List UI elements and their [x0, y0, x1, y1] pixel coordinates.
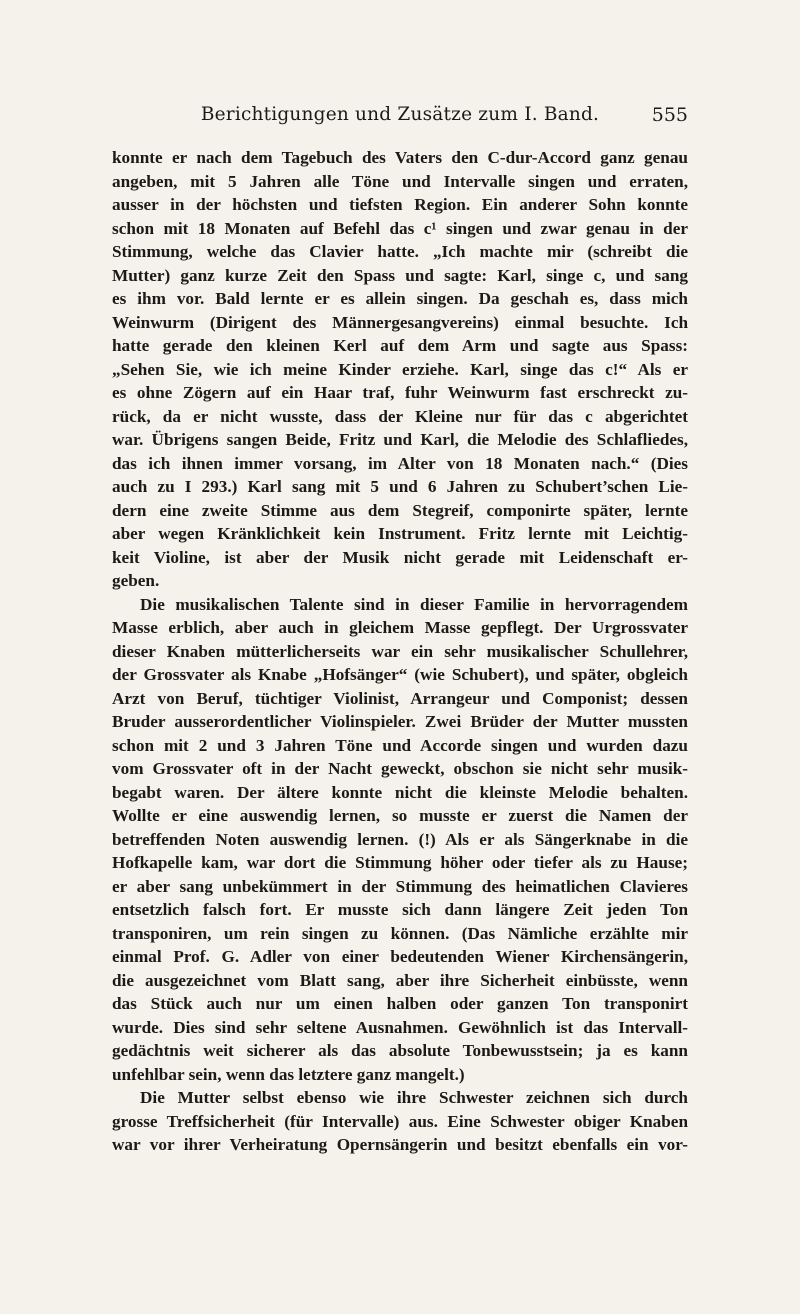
text-line: Die musikalischen Talente sind in dieser Familie in hervorragendem [140, 594, 688, 614]
text-line: ausser in der höchsten und tiefsten Region. Ein anderer Sohn konnte [112, 195, 688, 214]
text-line: betreffenden Noten auswendig lernen. (!) Als er als Sängerknabe in die [112, 829, 688, 849]
text-line: der Grossvater als Knabe „Hofsänger“ (wie Schubert), und später, obgleich [112, 665, 688, 684]
text-line: Mutter) ganz kurze Zeit den Spass und sagte: Karl, singe c, und sang [112, 265, 688, 285]
running-head [112, 104, 688, 134]
text-line: Stimmung, welche das Clavier hatte. „Ich machte mir (schreibt die [112, 242, 688, 261]
text-line: einmal Prof. G. Adler von einer bedeutenden Wiener Kirchensängerin, [112, 947, 688, 966]
text-line: hatte gerade den kleinen Kerl auf dem Arm und sagte aus Spass: [112, 336, 688, 355]
text-line: keit Violine, ist aber der Musik nicht gerade mit Leidenschaft er- [112, 547, 688, 567]
text-line: transponiren, um rein singen zu können. (Das Nämliche erzählte mir [112, 923, 688, 943]
text-line: Weinwurm (Dirigent des Männergesangvereins) einmal besuchte. Ich [112, 312, 688, 332]
text-line: dieser Knaben mütterlicherseits war ein sehr musikalischer Schullehrer, [112, 641, 688, 661]
text-line: begabt waren. Der ältere konnte nicht die kleinste Melodie behalten. [112, 782, 688, 802]
text-line: gedächtnis weit sicherer als das absolute Tonbewusstsein; ja es kann [112, 1041, 688, 1060]
page-number: 555 [651, 104, 688, 126]
text-line: es ohne Zögern auf ein Haar traf, fuhr Weinwurm fast erschreckt zu- [112, 383, 688, 402]
text-line: dern eine zweite Stimme aus dem Stegreif, componirte später, lernte [112, 500, 688, 520]
text-line: auch zu I 293.) Karl sang mit 5 und 6 Jahren zu Schubert’schen Lie- [112, 477, 688, 496]
text-line: Bruder ausserordentlicher Violinspieler. Zwei Brüder der Mutter mussten [112, 712, 688, 731]
text-line: angeben, mit 5 Jahren alle Töne und Intervalle singen und erraten, [112, 171, 688, 191]
text-line: grosse Treffsicherheit (für Intervalle) aus. Eine Schwester obiger Knaben [112, 1111, 688, 1131]
text-line: er aber sang unbekümmert in der Stimmung des heimatlichen Clavieres [112, 876, 688, 896]
text-line: „Sehen Sie, wie ich meine Kinder erziehe. Karl, singe das c!“ Als er [112, 359, 688, 379]
text-line: aber wegen Kränklichkeit kein Instrument. Fritz lernte mit Leichtig- [112, 524, 688, 543]
text-line: konnte er nach dem Tagebuch des Vaters den C-dur-Accord ganz genau [112, 148, 688, 167]
text-line: Wollte er eine auswendig lernen, so musste er zuerst die Namen der [112, 806, 688, 825]
text-line: es ihm vor. Bald lernte er es allein singen. Da geschah es, dass mich [112, 289, 688, 308]
text-line: rück, da er nicht wusste, dass der Kleine nur für das c abgerichtet [112, 406, 688, 426]
text-line: unfehlbar sein, wenn das letztere ganz mangelt.) [112, 1064, 465, 1084]
text-line: das Stück auch nur um einen halben oder ganzen Ton transponirt [112, 994, 688, 1013]
text-line: Die Mutter selbst ebenso wie ihre Schwester zeichnen sich durch [140, 1088, 688, 1107]
text-line: entsetzlich falsch fort. Er musste sich dann längere Zeit jeden Ton [112, 900, 688, 919]
text-line: Masse erblich, aber auch in gleichem Masse gepflegt. Der Urgrossvater [112, 618, 688, 637]
text-line: wurde. Dies sind sehr seltene Ausnahmen. Gewöhnlich ist das Intervall- [112, 1017, 688, 1037]
text-line: Arzt von Beruf, tüchtiger Violinist, Arrangeur und Componist; dessen [112, 688, 688, 708]
body-text [112, 146, 688, 1157]
text-line: die ausgezeichnet vom Blatt sang, aber ihre Sicherheit einbüsste, wenn [112, 970, 688, 990]
text-line: das ich ihnen immer vorsang, im Alter von 18 Monaten nach.“ (Dies [112, 453, 688, 473]
running-title: Berichtigungen und Zusätze zum I. Band. [200, 104, 600, 125]
text-line: war. Übrigens sangen Beide, Fritz und Karl, die Melodie des Schlafliedes, [112, 430, 688, 449]
text-line: Hofkapelle kam, war dort die Stimmung höher oder tiefer als zu Hause; [112, 853, 688, 872]
text-line: geben. [112, 571, 160, 590]
text-line: war vor ihrer Verheiratung Opernsängerin und besitzt ebenfalls ein vor- [112, 1135, 688, 1154]
text-line: schon mit 2 und 3 Jahren Töne und Accorde singen und wurden dazu [112, 735, 688, 755]
text-line: schon mit 18 Monaten auf Befehl das c¹ singen und zwar genau in der [112, 218, 688, 238]
text-line: vom Grossvater oft in der Nacht geweckt, obschon sie nicht sehr musik- [112, 759, 688, 778]
